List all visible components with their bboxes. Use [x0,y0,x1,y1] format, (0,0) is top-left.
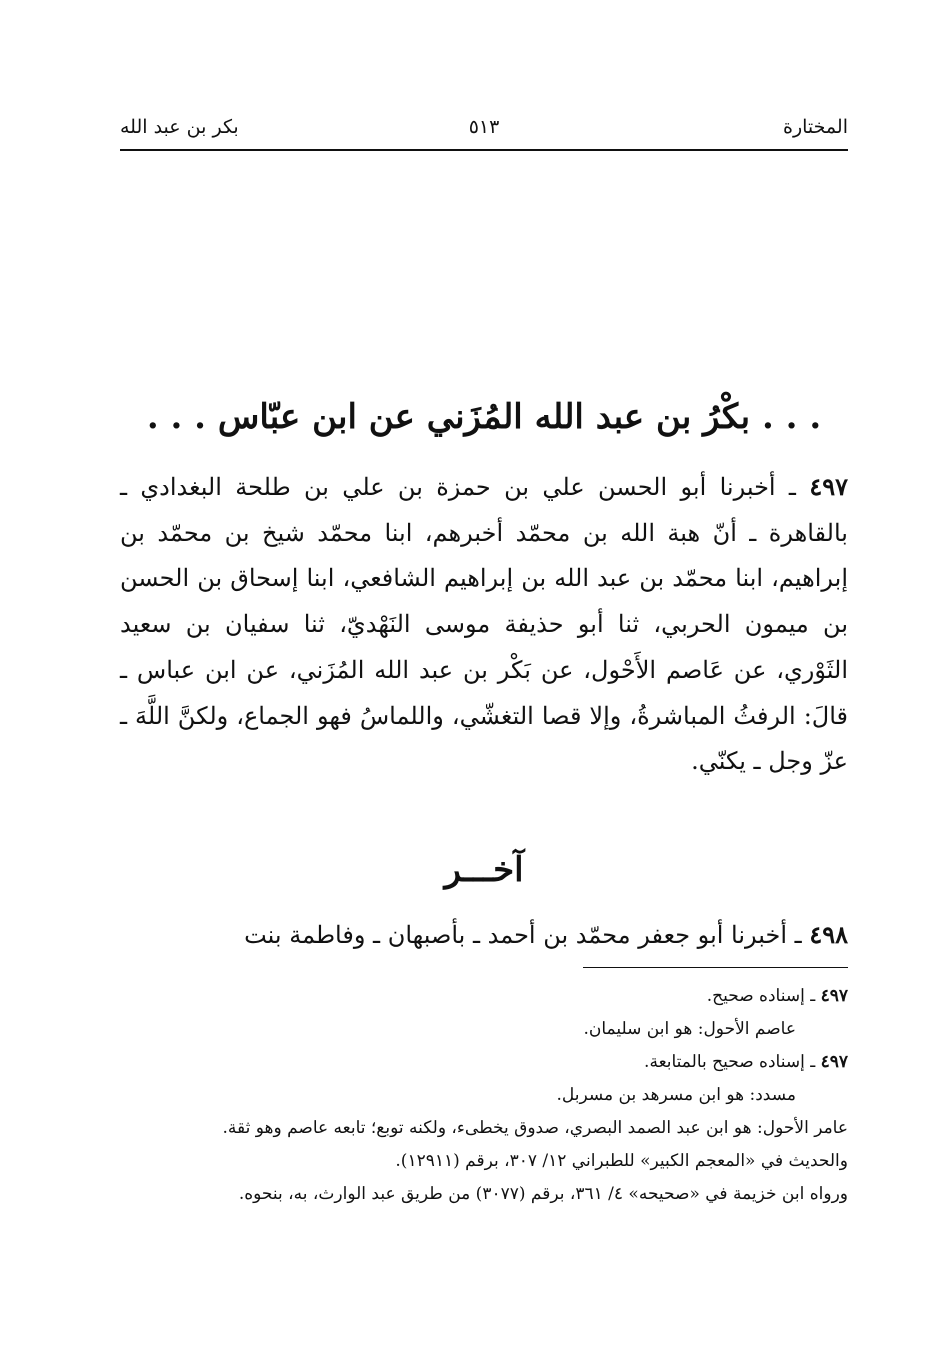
footnote-text: والحديث في «المعجم الكبير» للطبراني ١٢/ ٣٠٧، برقم (١٢٩١١). [395,1151,848,1171]
section-title: . . . بكْرُ بن عبد الله المُزَني عن ابن عبّاس . . . [146,397,822,437]
footnote-497b [120,1046,848,1079]
footnote-number: ٤٩٧ [820,986,848,1006]
footnote-text: ورواه ابن خزيمة في «صحيحه» ٤/ ٣٦١، برقم (٣٠٧٧) من طريق عبد الوارث، به، بنحوه. [238,1184,848,1204]
hadith-497 [120,464,848,785]
running-header [120,108,848,148]
hadith-498-text: ـ أخبرنا أبو جعفر محمّد بن أحمد ـ بأصبهان ـ وفاطمة بنت [244,921,802,949]
hadith-498-number: ٤٩٨ [809,920,848,949]
subheading-another: آخـــر [444,850,524,890]
footnote-text: ـ إسناده صحيح بالمتابعة. [644,1052,816,1072]
footnote-497a [120,980,848,1013]
footnote-text: عامر الأحول: هو ابن عبد الصمد البصري، صدوق يخطىء، ولكنه توبع؛ تابعه عاصم وهو ثقة. [222,1118,848,1138]
hadith-497-text: ـ أخبرنا أبو الحسن علي بن حمزة بن علي بن طلحة البغدادي ـ بالقاهرة ـ أنّ هبة الله بن محمّد أخبرهم، ابنا محمّد شيخ بن محمّد بن إبراهيم، ابنا محمّد بن عبد الله بن إبراهيم الشافعي، ابنا إسحاق بن الحسن بن ميمون الحربي، ثنا أبو حذيفة موسى النَهْديّ، ثنا سفيان بن سعيد الثَوْري، عن عَاصم الأَحْول، عن بَكْر بن عبد الله المُزَني، عن ابن عباس ـ قالَ: الرفثُ المباشرةُ، وإلا قصا التغشّي، واللماسُ فهو الجماع، ولكنَّ اللَّهَ ـ عزّ وجل ـ يكنّي. [120,473,849,776]
header-rule [120,149,848,151]
header-section-name: بكر بن عبد الله [120,116,239,138]
footnote-text: عاصم الأحول: هو ابن سليمان. [583,1019,796,1039]
footnotes [120,980,848,1211]
hadith-498 [120,912,848,958]
footnote-text: ـ إسناده صحيح. [706,986,816,1006]
header-book-title: المختارة [783,116,848,138]
page-number: ٥١٣ [468,116,500,138]
footnote-rule [583,967,848,968]
hadith-497-number: ٤٩٧ [809,472,848,501]
footnote-number: ٤٩٧ [820,1052,848,1072]
footnote-text: مسدد: هو ابن مسرهد بن مسربل. [556,1085,796,1105]
